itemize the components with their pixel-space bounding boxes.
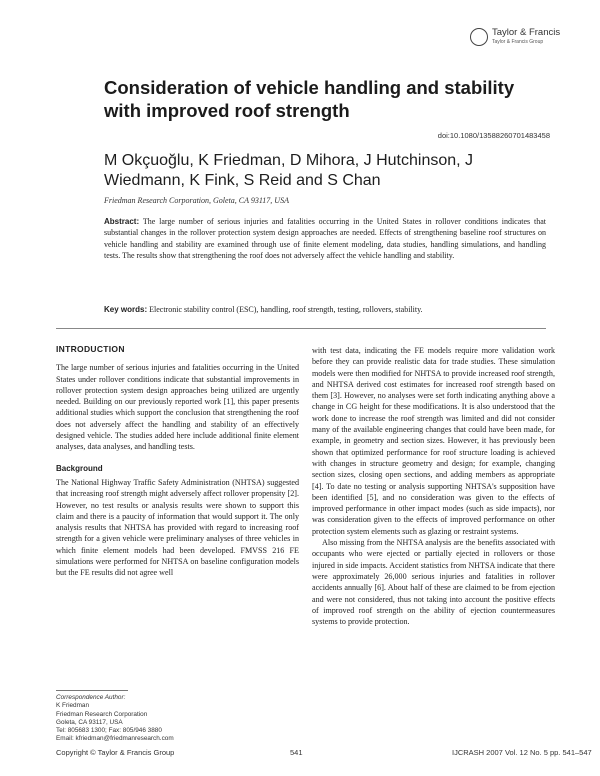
section-divider <box>56 328 546 329</box>
publisher-logo <box>470 26 570 54</box>
right-column <box>312 345 555 627</box>
correspondence-label: Correspondence Author: <box>56 694 126 701</box>
background-paragraph: The National Highway Traffic Safety Administration (NHTSA) suggested that increasing roof strength might adversely affect rollover propensity [2]. However, no test results or analysis results were shown to support this claim and there is a paucity of information that would support it. The only analysis results that NHTSA has provided with regard to increasing roof strength for a given vehicle were preliminary analyses of three vehicles in which finite element models had been developed. FMVSS 216 FE simulations were performed for NHTSA on baseline configuration models but the FE results did not agree well <box>56 477 299 578</box>
left-column <box>56 344 299 579</box>
footer-journal: IJCRASH 2007 Vol. 12 No. 5 pp. 541–547 <box>452 748 592 757</box>
abstract-label: Abstract: <box>104 217 140 226</box>
correspondence-email[interactable]: Email: kfriedman@friedmanresearch.com <box>56 735 174 743</box>
keywords-text: Electronic stability control (ESC), handling, roof strength, testing, rollovers, stability. <box>149 305 423 314</box>
author-list: M Okçuoğlu, K Friedman, D Mihora, J Hutchinson, J Wiedmann, K Fink, S Reid and S Chan <box>104 152 474 189</box>
keywords-label: Key words: <box>104 305 148 314</box>
correspondence-city: Goleta, CA 93117, USA <box>56 718 123 726</box>
footnote-divider <box>56 690 128 691</box>
introduction-paragraph: The large number of serious injuries and fatalities occurring in the United States under rollover conditions indicate that substantial improvements in rollover protection system design approaches being utilized are urgently needed. Building on our previously reported work [1], this paper presents additional studies which support the conclusion that strengthening the roof does not adversely affect the handling and stability of an effectively designed vehicle. The studies added here include additional finite element analyses, data analyses, and handling tests. <box>56 363 299 452</box>
correspondence-tel: Tel: 805683 1300; Fax: 805/946 3880 <box>56 727 162 735</box>
background-heading: Background <box>56 463 103 473</box>
publisher-name: Taylor & Francis <box>492 27 561 38</box>
article-doi: doi:10.1080/13588260701483458 <box>437 131 550 140</box>
body-paragraph: Also missing from the NHTSA analysis are the benefits associated with occupants who were ejected or partially ejected in rollovers or those injured in side impacts. Accident statistics from NHTSA indicate that there were approximately 26,000 serious injuries and fatalities in rollover accidents annually [6]. About half of these are claimed to be from ejection and were not considered, thus not taking into account the positive effects of improved roof strength on the ability of ejection countermeasures systems to provide protection. <box>312 538 555 627</box>
correspondence-block <box>56 694 256 744</box>
abstract-text: The large number of serious injuries and fatalities occurring in the United States in rollover conditions indicates that substantial changes in the rollover protection system design approaches are needed. Effects of strengthening baseline roof structures on vehicle handling and stability are examined through use of finite element modeling, data studies, handling simulations, and handling tests. The results show that strengthening the roof does not adversely affect the vehicle handling and stability. <box>104 217 547 261</box>
footer-page-number: 541 <box>290 748 303 757</box>
correspondence-name: K Friedman <box>56 702 90 710</box>
abstract <box>104 216 546 262</box>
body-paragraph: with test data, indicating the FE models require more validation work before they can provide realistic data for trade studies. These simulation models were then modified for NHTSA to provide increased roof strength, and NHTSA derived cost estimates for increased roof strength based on them [3]. However, no analyses were set forth indicating anything above a change in CG height for these modifications. It is also understood that the work done to increase the roof strength was limited and did not consider many of the available engineering changes that could have been made, for example, in geometry and section sizes. However, it has previously been shown that optimized performance for roof structure loading is achieved with changes in structure geometry and design; for example, changing section sizes, closing open sections, and adding members as appropriate [4]. To date no testing or analysis supporting NHTSA's supposition have been identified [5], and no consideration was given to the effects of improved performance in other impact modes (such as side impacts), nor was consideration given to the effects of improved performance on other protection system elements such as glazing or restraint systems. <box>312 346 555 536</box>
author-affiliation: Friedman Research Corporation, Goleta, CA 93117, USA <box>104 196 289 205</box>
correspondence-org: Friedman Research Corporation <box>56 710 148 718</box>
article-title: Consideration of vehicle handling and stability with improved roof strength <box>104 77 515 121</box>
keywords <box>104 305 546 314</box>
footer-copyright: Copyright © Taylor & Francis Group <box>56 748 175 757</box>
publisher-logo-icon <box>470 28 488 46</box>
publisher-tagline: Taylor & Francis Group <box>492 39 544 45</box>
introduction-heading: INTRODUCTION <box>56 344 125 354</box>
